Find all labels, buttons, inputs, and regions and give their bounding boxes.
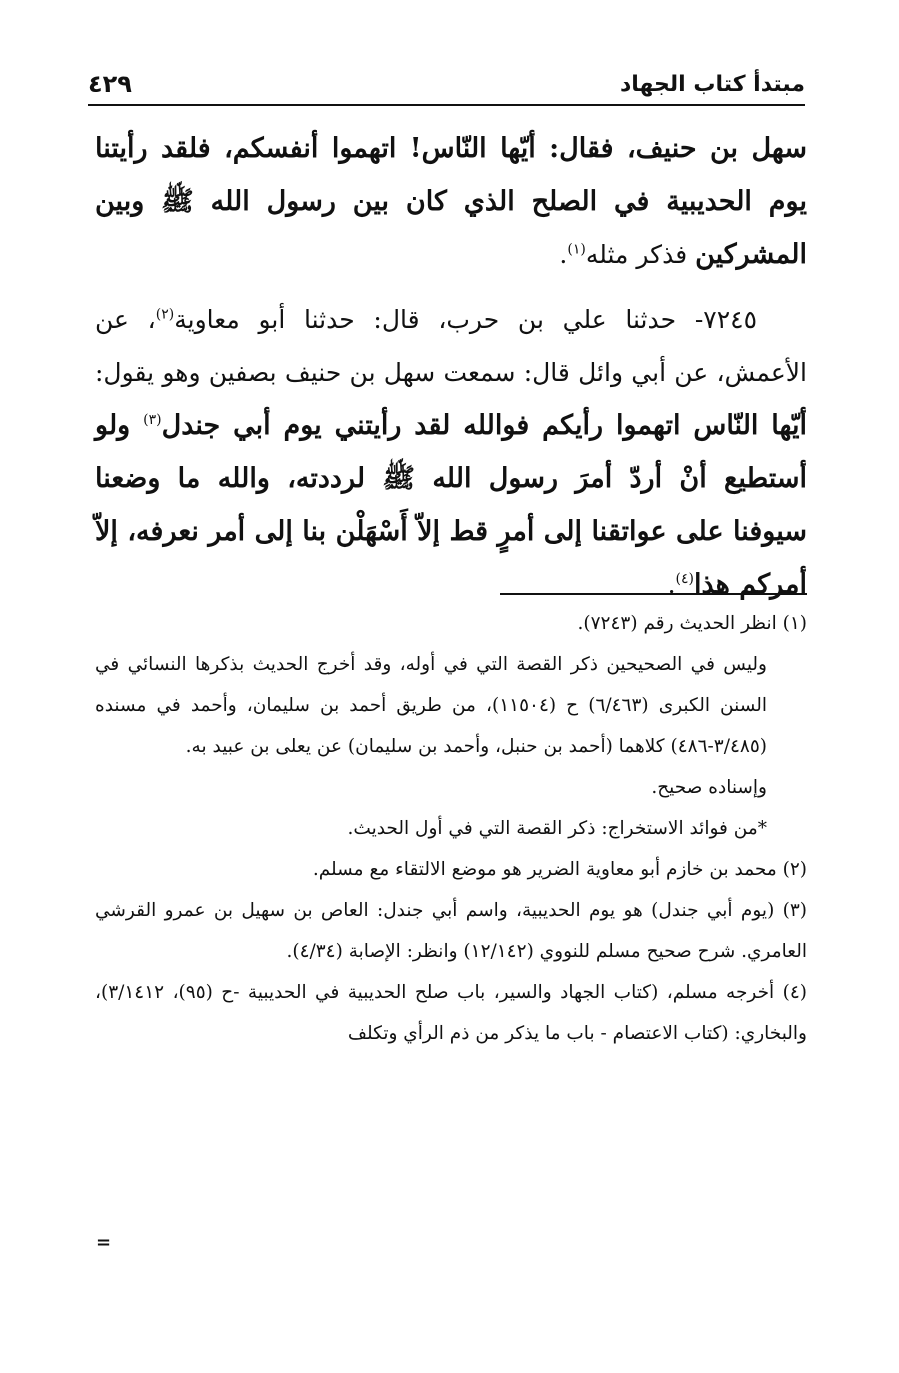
hadith-intro: - حدثنا علي بن حرب، قال: حدثنا أبو معاوية [174, 305, 704, 334]
paragraph-continuation: سهل بن حنيف، فقال: أيّها النّاس! اتهموا أنفسكم، فلقد رأيتنا يوم الحديبية في الصلح الذي كان بين رسول الله ﷺ وبين المشركين فذكر مثله$^{(١)}$. [95, 133, 807, 270]
hadith-matn: أيّها النّاس اتهموا رأيكم فوالله لقد رأيتني يوم أبي جندل$^{(٣)}$ ولو أستطيع أنْ أردّ أمرَ رسول الله ﷺ لرددته، والله ما وضعنا سيوفنا على عواتقنا إلى أمرٍ قط إلاّ أَسْهَلْن بنا إلى أمر نعرفه، إلاّ أمركم هذا$^{(٤)}$ [95, 410, 807, 600]
main-text [95, 122, 807, 611]
footnote-ref-1: (١) [567, 241, 586, 258]
hadith-number: ٧٢٤٥ [703, 305, 757, 334]
footnote-1: (١) انظر الحديث رقم (٧٢٤٣). [577, 613, 807, 634]
footnote-4: (٤) أخرجه مسلم، (كتاب الجهاد والسير، باب صلح الحديبية في الحديبية -ح (٩٥)، ٣/١٤١٢)، والبخاري: (كتاب الاعتصام - باب ما يذكر من ذم الرأي وتكلف [95, 982, 807, 1044]
footnote-2: (٢) محمد بن خازم أبو معاوية الضرير هو موضع الالتقاء مع مسلم. [312, 859, 807, 880]
page-header [88, 70, 805, 104]
footnote-ref-2: (٢) [155, 306, 175, 323]
footnote-3: (٣) (يوم أبي جندل) هو يوم الحديبية، واسم أبي جندل: العاص بن سهيل بن عمرو القرشي العامري. شرح صحيح مسلم للنووي (١٢/١٤٢) وانظر: الإصابة (٤/٣٤). [95, 900, 807, 962]
footnotes [95, 603, 807, 1054]
hadith-paragraph: ٧٢٤٥- حدثنا علي بن حرب، قال: حدثنا أبو معاوية$^{(٢)}$، عن الأعمش، عن أبي وائل قال: سمعت سهل بن حنيف بصفين وهو يقول: أيّها النّاس اتهموا رأيكم فوالله لقد رأيتني يوم أبي جندل$^{(٣)}$ ولو أستطيع أنْ أردّ أمرَ رسول الله ﷺ لرددته، والله ما وضعنا سيوفنا على عواتقنا إلى أمرٍ قط إلاّ أَسْهَلْن بنا إلى أمر نعرفه، إلاّ أمركم هذا$^{(٤)}$. [95, 305, 807, 600]
header-divider [88, 104, 805, 106]
footnote-1-grading: وإسناده صحيح. [651, 777, 767, 798]
footnote-divider [500, 593, 807, 595]
footnote-ref-4: (٤) [675, 571, 694, 587]
paragraph-tail: فذكر مثله [585, 240, 696, 269]
page-number: ٤٢٩ [88, 70, 132, 98]
footnote-ref-3: (٣) [143, 412, 162, 428]
hadith-isnad: ، عن الأعمش، عن أبي وائل قال: سمعت سهل بن حنيف بصفين وهو يقول: [95, 305, 807, 387]
footnote-1-benefit: *من فوائد الاستخراج: ذكر القصة التي في أول الحديث. [347, 818, 767, 839]
footnote-1-detail: وليس في الصحيحين ذكر القصة التي في أوله، وقد أخرج الحديث بذكرها النسائي في السنن الكبرى (٦/٤٦٣) ح (١١٥٠٤)، من طريق أحمد بن سليمان، وأحمد في مسنده (٣/٤٨٥-٤٨٦) كلاهما (أحمد بن حنبل، وأحمد بن سليمان) عن يعلى بن عبيد به. [95, 654, 768, 757]
running-title: مبتدأ كتاب الجهاد [619, 72, 805, 97]
continuation-mark: = [96, 1232, 112, 1253]
quoted-text: سهل بن حنيف، فقال: أيّها النّاس! اتهموا أنفسكم، فلقد رأيتنا يوم الحديبية في الصلح الذي كان بين رسول الله ﷺ وبين المشركين [95, 133, 807, 270]
